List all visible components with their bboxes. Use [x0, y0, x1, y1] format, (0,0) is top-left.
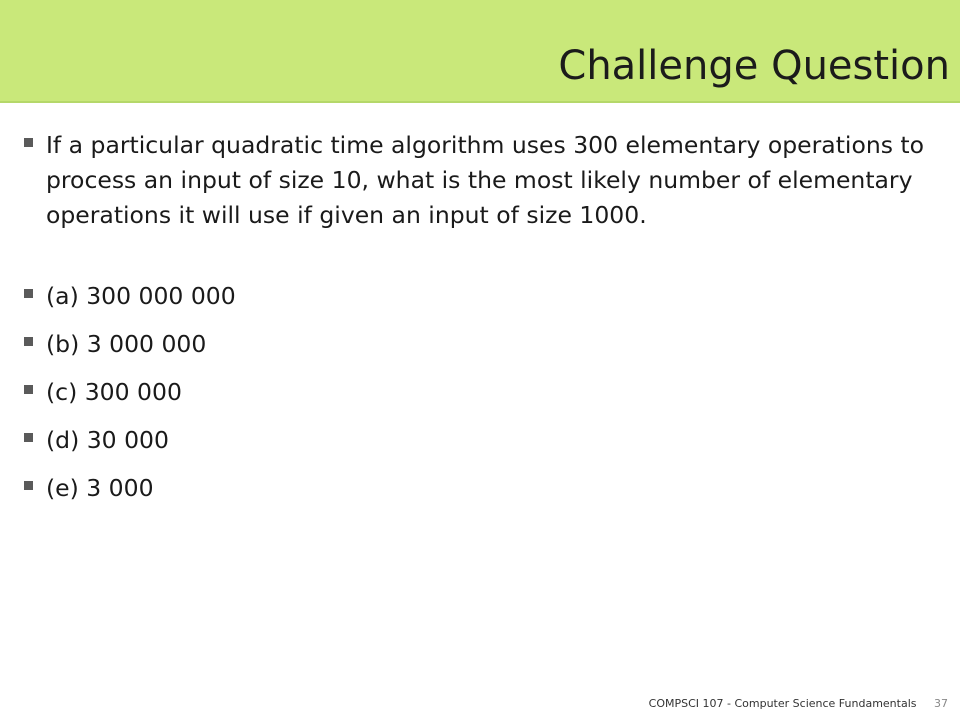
square-bullet-icon — [24, 433, 33, 442]
square-bullet-icon — [24, 289, 33, 298]
square-bullet-icon — [24, 138, 33, 147]
option-text: (b) 3 000 000 — [46, 330, 207, 358]
question-bullet — [24, 128, 926, 233]
option-text: (d) 30 000 — [46, 426, 169, 454]
slide-title: Challenge Question — [558, 43, 950, 89]
page-number: 37 — [934, 697, 948, 710]
title-divider — [0, 101, 960, 103]
answer-option-b — [24, 327, 924, 362]
answer-option-c — [24, 375, 924, 410]
answer-option-d — [24, 423, 924, 458]
square-bullet-icon — [24, 385, 33, 394]
option-text: (e) 3 000 — [46, 474, 154, 502]
option-text: (c) 300 000 — [46, 378, 182, 406]
slide-content — [24, 128, 924, 519]
option-text: (a) 300 000 000 — [46, 282, 236, 310]
answer-option-a — [24, 279, 924, 314]
answer-option-e — [24, 471, 924, 506]
slide-footer — [649, 697, 948, 710]
question-text: If a particular quadratic time algorithm uses 300 elementary operations to process an input of size 10, what is the most likely number of elementary operations it will use if given an input of size 1000. — [46, 131, 925, 229]
footer-course-text: COMPSCI 107 - Computer Science Fundamentals — [648, 697, 917, 710]
square-bullet-icon — [24, 481, 33, 490]
square-bullet-icon — [24, 337, 33, 346]
